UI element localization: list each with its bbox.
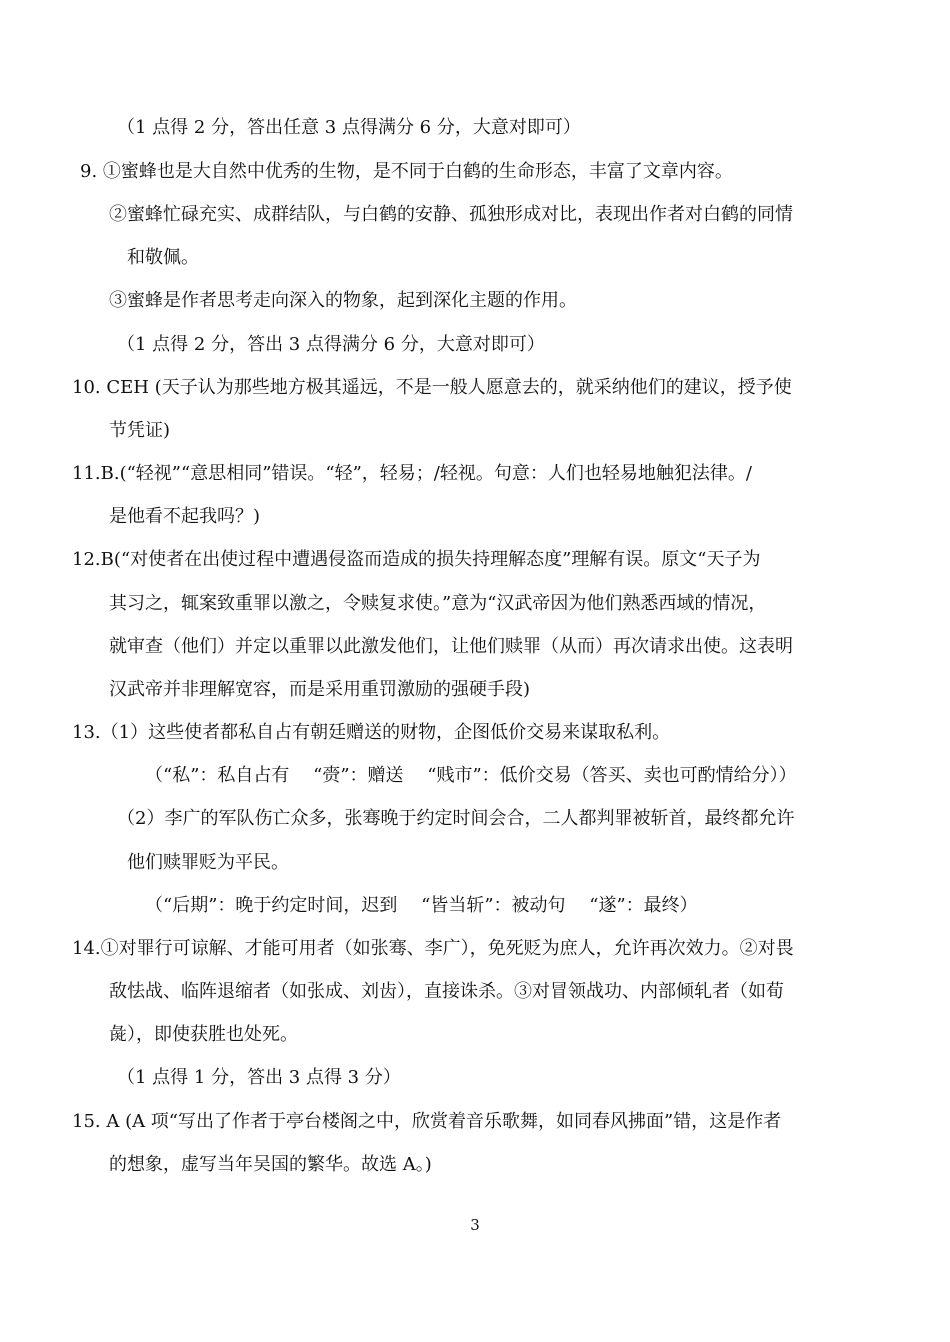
scoring-note-q13-part-2: （“后期”：晚于约定时间，迟到 “皆当斩”：被动句 “遂”：最终） <box>145 895 698 916</box>
answer-q13-part-2: （2）李广的军队伤亡众多，张骞晚于约定时间会合，二人都判罪被斩首，最终都允许 <box>117 808 795 829</box>
answer-q12-cont-2: 就审查（他们）并定以重罪以此激发他们，让他们赎罪（从而）再次请求出使。这表明 <box>109 636 793 657</box>
answer-q12: 12.B(“对使者在出使过程中遭遇侵盗而造成的损失持理解态度”理解有误。原文“天子为 <box>72 549 761 570</box>
answer-q9-point-2-cont: 和敬佩。 <box>127 247 199 268</box>
answer-q14-cont-2: 彘），即使获胜也处死。 <box>109 1024 298 1045</box>
answer-q10: 10. CEH (天子认为那些地方极其遥远，不是一般人愿意去的，就采纳他们的建议，授予使 <box>72 377 792 398</box>
scoring-note-q14: （1 点得 1 分，答出 3 点得 3 分） <box>117 1067 401 1088</box>
answer-q9-point-2: ②蜜蜂忙碌充实、成群结队，与白鹤的安静、孤独形成对比，表现出作者对白鹤的同情 <box>109 204 793 225</box>
answer-q10-cont: 节凭证) <box>109 420 171 441</box>
answer-q15: 15. A (A 项“写出了作者于亭台楼阁之中，欣赏着音乐歌舞，如同春风拂面”错，这是作者 <box>72 1111 782 1132</box>
answer-q13-part-2-cont: 他们赎罪贬为平民。 <box>127 852 289 873</box>
scoring-note-q9: （1 点得 2 分，答出 3 点得满分 6 分，大意对即可） <box>117 334 545 355</box>
scoring-note-q13-part-1: （“私”：私自占有 “赍”：赠送 “贱市”：低价交易（答买、卖也可酌情给分）） <box>145 765 797 786</box>
answer-q9-point-1: 9. ①蜜蜂也是大自然中优秀的生物，是不同于白鹤的生命形态，丰富了文章内容。 <box>80 161 733 182</box>
scoring-note-q8: （1 点得 2 分，答出任意 3 点得满分 6 分，大意对即可） <box>117 117 581 138</box>
answer-q11: 11.B.(“轻视”“意思相同”错误。“轻”，轻易；/轻视。句意：人们也轻易地触犯法律。/ <box>72 463 752 484</box>
answer-q12-cont-1: 其习之，辄案致重罪以激之，令赎复求使。”意为“汉武帝因为他们熟悉西域的情况， <box>109 593 767 614</box>
answer-q9-point-3: ③蜜蜂是作者思考走向深入的物象，起到深化主题的作用。 <box>109 290 577 311</box>
answer-q11-cont: 是他看不起我吗？) <box>109 506 261 527</box>
answer-q13-part-1: 13.（1）这些使者都私自占有朝廷赠送的财物，企图低价交易来谋取私利。 <box>72 722 671 743</box>
page-number: 3 <box>470 1216 480 1234</box>
answer-q15-cont: 的想象，虚写当年吴国的繁华。故选 A。) <box>109 1154 432 1175</box>
answer-q14: 14.①对罪行可谅解、才能可用者（如张骞、李广），免死贬为庶人，允许再次效力。②对畏 <box>72 938 794 959</box>
answer-q14-cont-1: 敌怯战、临阵退缩者（如张成、刘齿），直接诛杀。③对冒领战功、内部倾轧者（如荀 <box>109 981 784 1002</box>
answer-q12-cont-3: 汉武帝并非理解宽容，而是采用重罚激励的强硬手段) <box>109 679 531 700</box>
